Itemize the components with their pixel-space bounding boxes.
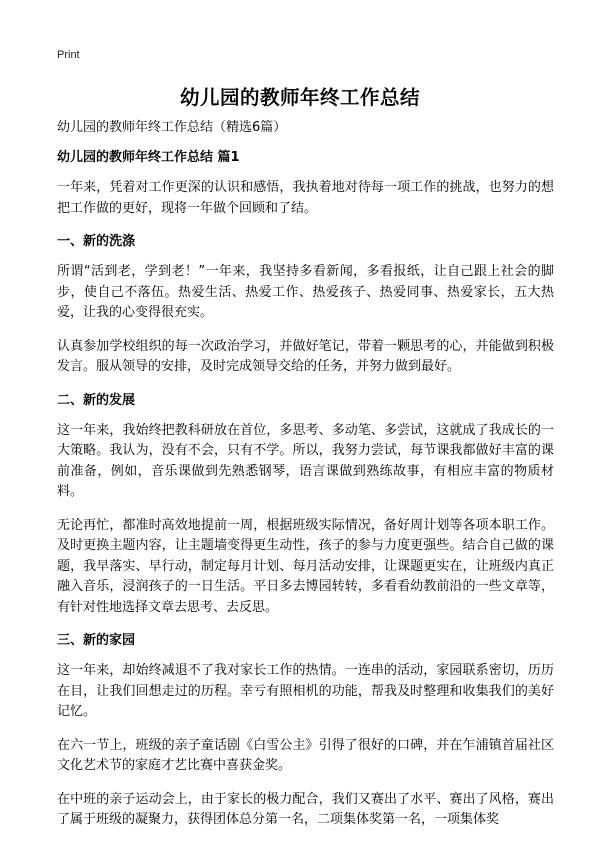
page-title: 幼儿园的教师年终工作总结 bbox=[179, 86, 420, 109]
document-body bbox=[57, 118, 554, 844]
section-3-paragraph-3: 在中班的亲子运动会上，由于家长的极力配合，我们又赛出了水平、赛出了风格，赛出了属于班级的凝聚力，获得团体总分第一名，二项集体奖第一名，一项集体奖 bbox=[57, 791, 554, 827]
print-label: Print bbox=[57, 49, 80, 61]
section-2-paragraph-1: 这一年来，我始终把教科研放在首位，多思考、多动笔、多尝试，这就成了我成长的一大策略。我认为，没有不会，只有不学。所以，我努力尝试，每节课我都做好丰富的课前准备，例如，音乐课做到先熟悉钢琴，语言课做到熟练故事，有相应丰富的物质材料。 bbox=[57, 422, 554, 499]
section-heading-3: 三、新的家园 bbox=[57, 633, 136, 648]
document-subtitle: 幼儿园的教师年终工作总结（精选6篇） bbox=[57, 120, 287, 135]
section-3-paragraph-1: 这一年来，却始终减退不了我对家长工作的热情。一连串的活动，家园联系密切，历历在目，让我们回想走过的历程。幸亏有照相机的功能，帮我及时整理和收集我们的美好记忆。 bbox=[57, 663, 554, 719]
section-1-paragraph-2: 认真参加学校组织的每一次政治学习，并做好笔记，带着一颗思考的心，并能做到积极发言。服从领导的安排，及时完成领导交给的任务，并努力做到最好。 bbox=[57, 338, 554, 374]
section-1-paragraph-1: 所谓“活到老，学到老！”一年来，我坚持多看新闻，多看报纸，让自己跟上社会的脚步，使自己不落伍。热爱生活、热爱工作、热爱孩子、热爱同事、热爱家长，五大热爱，让我的心变得很充实。 bbox=[57, 264, 554, 320]
section-heading-2: 二、新的发展 bbox=[57, 392, 136, 408]
section-2-paragraph-2: 无论再忙，都准时高效地提前一周，根据班级实际情况，备好周计划等各项本职工作。及时更换主题内容，让主题墙变得更生动性，孩子的参与力度更强些。结合自己做的课题，我早落实、早行动，制定每月计划、每月活动安排，让课题更实在，让班级内真正融入音乐，浸润孩子的一日生活。平日多去博园转转，多看看幼教前沿的一些文章等，有针对性地选择文章去思考、去反思。 bbox=[57, 517, 554, 615]
section-heading-1: 一、新的洗涤 bbox=[57, 234, 136, 249]
intro-paragraph: 一年来，凭着对工作更深的认识和感悟，我执着地对待每一项工作的挑战，也努力的想把工作做的更好，现将一年做个回顾和了结。 bbox=[57, 180, 554, 216]
section-3-paragraph-2: 在六一节上，班级的亲子童话剧《白雪公主》引得了很好的口碑，并在乍浦镇首届社区文化艺术节的家庭才艺比赛中喜获金奖。 bbox=[57, 737, 554, 773]
article-heading: 幼儿园的教师年终工作总结 篇1 bbox=[57, 150, 240, 165]
